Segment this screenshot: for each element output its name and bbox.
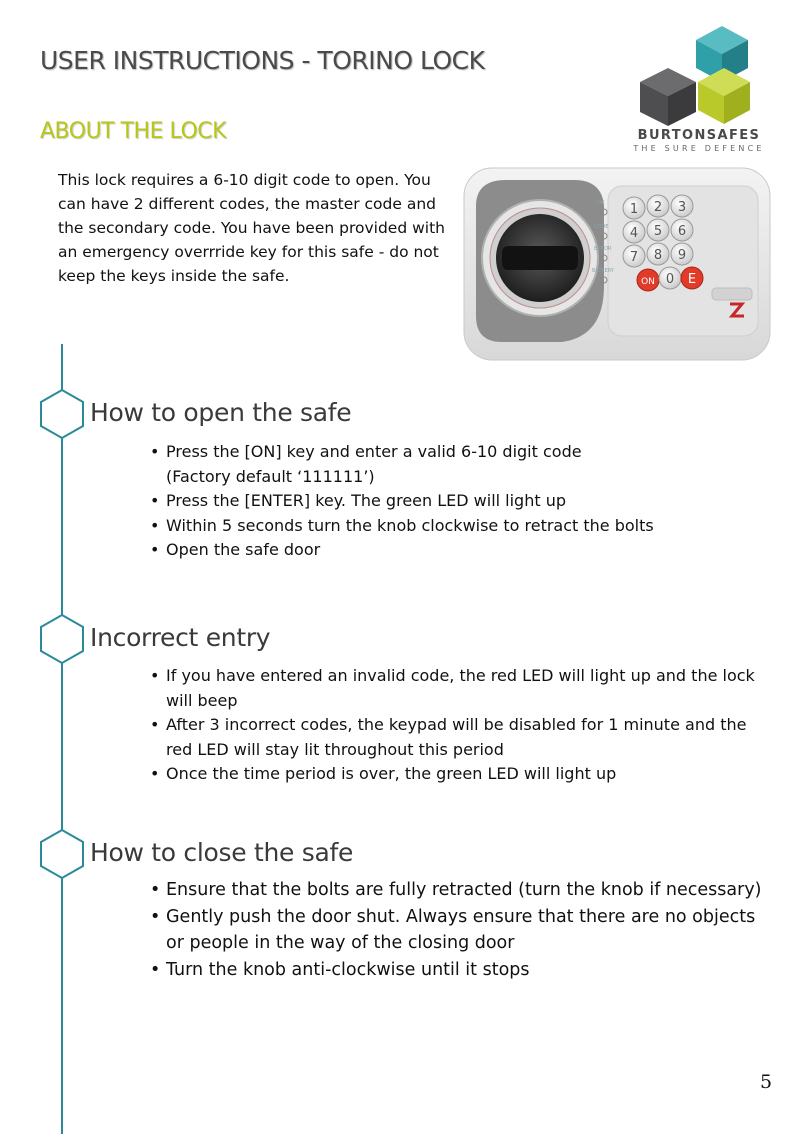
open-safe-steps [150, 440, 770, 563]
incorrect-step-3: Once the time period is over, the green LED will light up [166, 764, 617, 783]
hexagon-marker-open [38, 388, 86, 440]
open-step-2: Press the [ENTER] key. The green LED will light up [166, 491, 567, 510]
incorrect-step-1: If you have entered an invalid code, the red LED will light up and the lock will beep [166, 666, 755, 710]
key-0-label: 0 [665, 272, 675, 287]
logo-cube-lime [698, 68, 750, 124]
key-on-label: ON [641, 277, 655, 287]
incorrect-step-2: After 3 incorrect codes, the keypad will be disabled for 1 minute and the red LED will stay lit throughout this period [166, 715, 747, 759]
list-item [150, 713, 770, 762]
hexagon-marker-incorrect [38, 613, 86, 665]
key-4-label: 4 [629, 226, 639, 241]
open-step-4: Open the safe door [166, 540, 321, 559]
torino-lock-image [462, 166, 772, 362]
key-9-label: 9 [677, 248, 687, 263]
key-1-label: 1 [629, 202, 639, 217]
brand-name: BURTONSAFES [637, 128, 761, 143]
key-5-label: 5 [653, 224, 663, 239]
heading-close-safe: How to close the safe [90, 838, 354, 867]
list-item [150, 957, 770, 984]
knob-grip [502, 246, 578, 270]
open-step-1: Press the [ON] key and enter a valid 6-10 digit code (Factory default ‘111111’) [166, 442, 582, 486]
incorrect-entry-steps [150, 664, 770, 787]
key-slot [712, 288, 752, 300]
list-item [150, 538, 770, 563]
list-item [150, 514, 770, 539]
hexagon-marker-close [38, 828, 86, 880]
document-title: USER INSTRUCTIONS - TORINO LOCK [40, 46, 485, 75]
led-label-code: CODE [594, 224, 609, 230]
heading-incorrect-entry: Incorrect entry [90, 623, 271, 652]
key-2-label: 2 [653, 200, 663, 215]
list-item [150, 664, 770, 713]
list-item [150, 440, 770, 489]
open-step-3: Within 5 seconds turn the knob clockwise to retract the bolts [166, 515, 654, 535]
close-step-3: Turn the knob anti-clockwise until it stops [166, 959, 530, 980]
key-8-label: 8 [653, 248, 663, 263]
brand-tagline: THE SURE DEFENCE [633, 144, 765, 153]
key-7-label: 7 [629, 250, 639, 265]
list-item [150, 877, 770, 904]
list-item [150, 904, 770, 957]
timeline-line [61, 344, 63, 1134]
page-number: 5 [760, 1071, 773, 1093]
led-label-error: ERROR [594, 246, 612, 252]
close-step-2: Gently push the door shut. Always ensure that there are no objects or people in the way of the closing door [166, 906, 756, 953]
section-subtitle-about: ABOUT THE LOCK [40, 119, 227, 144]
key-3-label: 3 [677, 200, 687, 215]
key-enter-label: E [687, 272, 697, 287]
close-safe-steps [150, 877, 770, 983]
led-label-battery: BATTERY [592, 268, 614, 274]
close-step-1: Ensure that the bolts are fully retracted (turn the knob if necessary) [166, 880, 762, 900]
list-item [150, 762, 770, 787]
list-item [150, 489, 770, 514]
key-6-label: 6 [677, 224, 687, 239]
logo-cube-charcoal [640, 68, 696, 126]
about-paragraph: This lock requires a 6-10 digit code to open. You can have 2 different codes, the master code and the secondary code. You have been provided with an emergency overrride key for this safe - do not keep the keys inside the safe. [58, 171, 445, 285]
led-label-ok: OK [597, 200, 605, 206]
heading-open-safe: How to open the safe [90, 398, 352, 427]
